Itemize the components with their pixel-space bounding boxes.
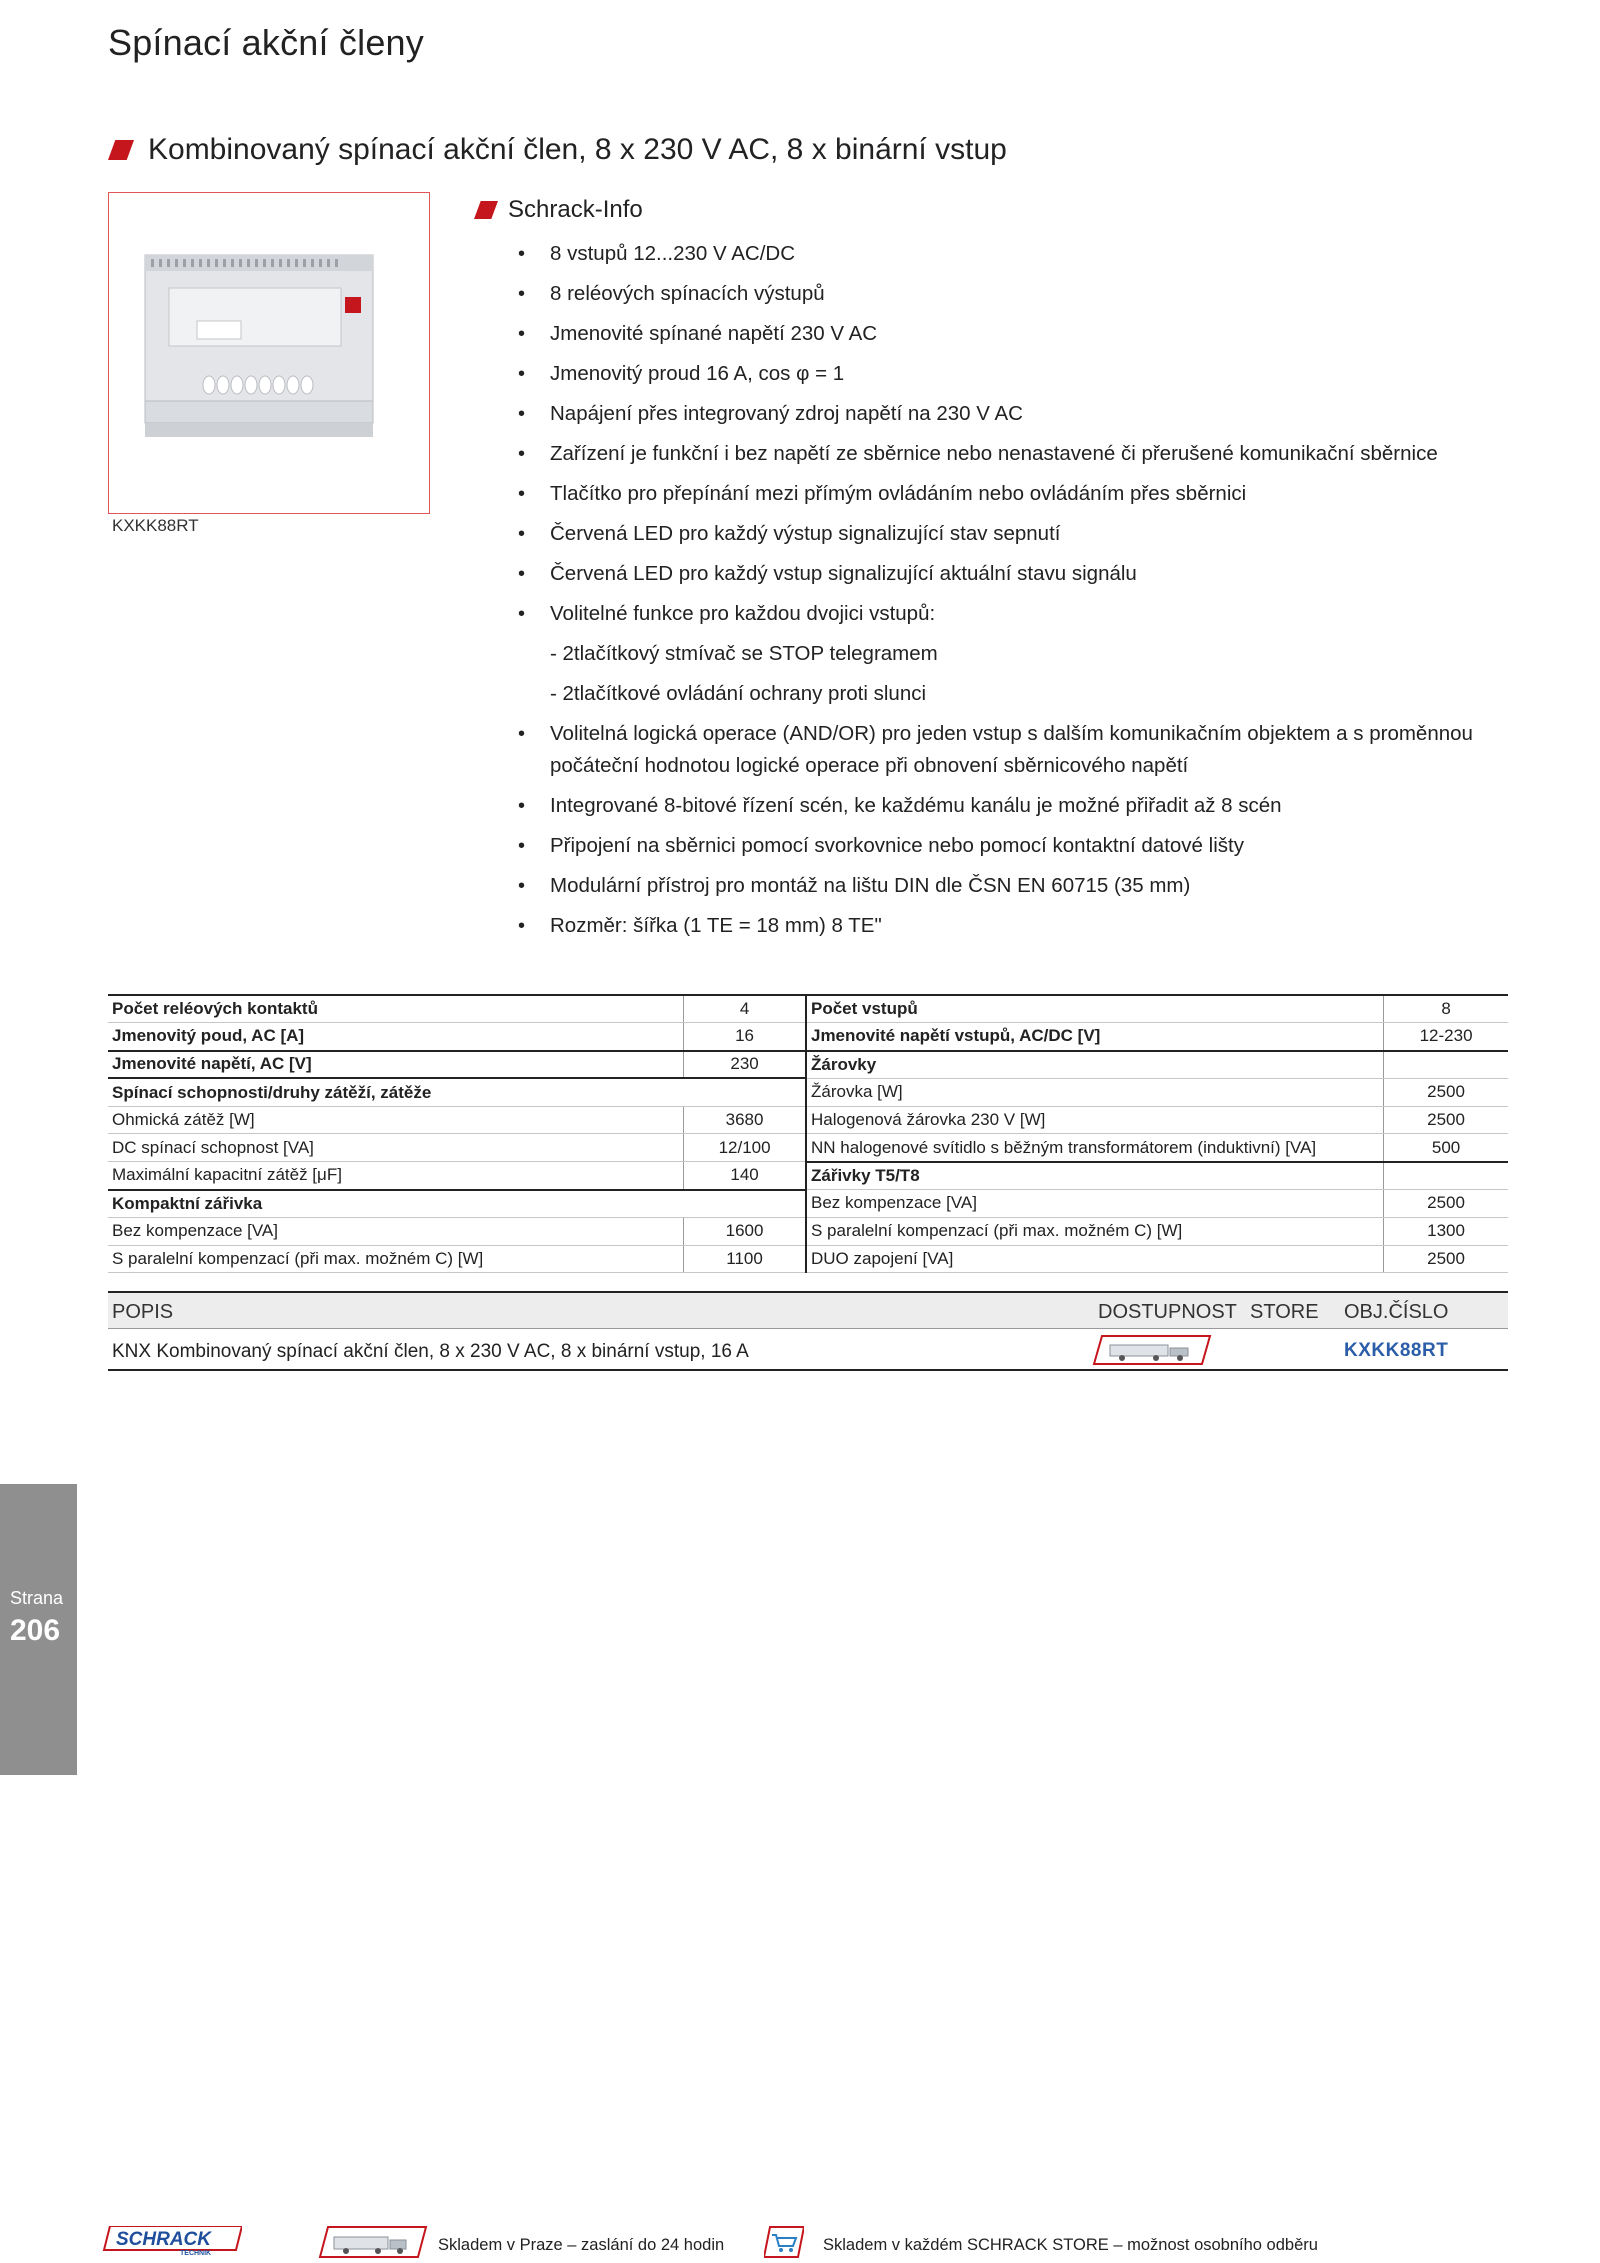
- spec-label: NN halogenové svítidlo s běžným transformátorem (induktivní) [VA]: [806, 1134, 1384, 1162]
- spec-label: Žárovka [W]: [806, 1078, 1384, 1106]
- spec-value: 12/100: [684, 1134, 806, 1162]
- spec-label: Maximální kapacitní zátěž [μF]: [108, 1162, 684, 1190]
- feature-item: • Červená LED pro každý výstup signalizující stav sepnutí: [518, 518, 1478, 550]
- spec-value: 2500: [1384, 1078, 1508, 1106]
- order-table-header: [108, 1291, 1508, 1329]
- logo-text: SCHRACK: [116, 2229, 211, 2250]
- spec-value: 140: [684, 1162, 806, 1190]
- column-header-availability: DOSTUPNOST: [1098, 1301, 1237, 1323]
- spec-value: 1100: [684, 1245, 806, 1273]
- feature-item: • Červená LED pro každý vstup signalizující aktuální stavu signálu: [518, 558, 1478, 590]
- spec-value: 12-230: [1384, 1023, 1508, 1051]
- specs-row: [108, 1217, 1508, 1245]
- feature-subitem: - 2tlačítkové ovládání ochrany proti slunci: [550, 682, 927, 705]
- column-header-store: STORE: [1250, 1301, 1319, 1323]
- column-header-order-number: OBJ.ČÍSLO: [1344, 1301, 1449, 1323]
- spec-value: 500: [1384, 1134, 1508, 1162]
- spec-label: Bez kompenzace [VA]: [806, 1190, 1384, 1218]
- feature-item: • Připojení na sběrnici pomocí svorkovnice nebo pomocí kontaktní datové lišty: [518, 830, 1478, 862]
- product-heading: [108, 133, 1007, 167]
- info-heading: [474, 196, 643, 224]
- product-image: [108, 192, 430, 514]
- feature-item: • Volitelné funkce pro každou dvojici vstupů:: [518, 598, 1478, 630]
- schrack-logo: [100, 2226, 242, 2256]
- shopping-cart-icon: [764, 2226, 804, 2258]
- logo-subtext: TECHNIK: [180, 2250, 212, 2256]
- specs-row: [108, 1023, 1508, 1051]
- spec-label: Počet vstupů: [806, 995, 1384, 1023]
- spec-value: 1300: [1384, 1217, 1508, 1245]
- page-title: Spínací akční členy: [108, 22, 424, 63]
- spec-value: 2500: [1384, 1245, 1508, 1273]
- product-image-caption: KXKK88RT: [112, 516, 199, 535]
- page-number-tab: [0, 1484, 77, 1775]
- order-table-row: [108, 1331, 1508, 1371]
- specs-row: [108, 1190, 1508, 1218]
- feature-item: • Volitelná logická operace (AND/OR) pro jeden vstup s dalším komunikačním objektem a s proměnnou počáteční hodnotou logické operace při obnovení sběrnicového napětí: [518, 718, 1478, 782]
- spec-label: Jmenovité napětí vstupů, AC/DC [V]: [806, 1023, 1384, 1051]
- footer-store-text: Skladem v každém SCHRACK STORE – možnost osobního odběru: [823, 2236, 1318, 2254]
- spec-label: Počet reléových kontaktů: [108, 995, 684, 1023]
- spec-label: DC spínací schopnost [VA]: [108, 1134, 684, 1162]
- specs-row: [108, 995, 1508, 1023]
- order-description: KNX Kombinovaný spínací akční člen, 8 x 230 V AC, 8 x binární vstup, 16 A: [112, 1341, 749, 1362]
- spec-label: Žárovky: [806, 1051, 1384, 1079]
- spec-value: 4: [684, 995, 806, 1023]
- specs-row: [108, 1078, 1508, 1106]
- order-number-link[interactable]: KXKK88RT: [1344, 1340, 1449, 1361]
- spec-value: 2500: [1384, 1190, 1508, 1218]
- spec-value: 16: [684, 1023, 806, 1051]
- feature-item: • Jmenovité spínané napětí 230 V AC: [518, 318, 1478, 350]
- spec-label: Zářivky T5/T8: [806, 1162, 1384, 1190]
- spec-label: Spínací schopnosti/druhy zátěží, zátěže: [108, 1078, 806, 1106]
- specs-row: [108, 1106, 1508, 1134]
- feature-item: • Rozměr: šířka (1 TE = 18 mm) 8 TE": [518, 910, 1478, 942]
- red-flag-icon: [474, 201, 498, 219]
- spec-label: S paralelní kompenzací (při max. možném C) [W]: [108, 1245, 684, 1273]
- page-number: 206: [10, 1614, 61, 1647]
- spec-value: 8: [1384, 995, 1508, 1023]
- feature-list: [518, 238, 1478, 950]
- spec-label: Jmenovitý poud, AC [A]: [108, 1023, 684, 1051]
- spec-value: 3680: [684, 1106, 806, 1134]
- column-header-description: POPIS: [112, 1301, 174, 1323]
- specs-table: [108, 994, 1508, 1273]
- spec-label: Ohmická zátěž [W]: [108, 1106, 684, 1134]
- spec-label: Bez kompenzace [VA]: [108, 1217, 684, 1245]
- feature-item: • Zařízení je funkční i bez napětí ze sběrnice nebo nenastavené či přerušené komunikační sběrnice: [518, 438, 1478, 470]
- spec-label: Kompaktní zářivka: [108, 1190, 806, 1218]
- delivery-truck-icon: [318, 2226, 428, 2258]
- feature-item: • Napájení přes integrovaný zdroj napětí na 230 V AC: [518, 398, 1478, 430]
- spec-value: [1384, 1162, 1508, 1190]
- footer-delivery-text: Skladem v Praze – zaslání do 24 hodin: [438, 2236, 725, 2254]
- feature-item: • Integrované 8-bitové řízení scén, ke každému kanálu je možné přiřadit až 8 scén: [518, 790, 1478, 822]
- specs-row: [108, 1245, 1508, 1273]
- feature-item: • Modulární přístroj pro montáž na lištu DIN dle ČSN EN 60715 (35 mm): [518, 870, 1478, 902]
- feature-subitem: - 2tlačítkový stmívač se STOP telegramem: [550, 642, 938, 665]
- spec-label: S paralelní kompenzací (při max. možném C) [W]: [806, 1217, 1384, 1245]
- spec-value: 230: [684, 1051, 806, 1079]
- feature-item: • Tlačítko pro přepínání mezi přímým ovládáním nebo ovládáním přes sběrnici: [518, 478, 1478, 510]
- feature-item: • 8 reléových spínacích výstupů: [518, 278, 1478, 310]
- page-label: Strana: [10, 1588, 64, 1608]
- spec-value: 2500: [1384, 1106, 1508, 1134]
- spec-label: DUO zapojení [VA]: [806, 1245, 1384, 1273]
- red-flag-icon: [108, 140, 134, 160]
- specs-row: [108, 1162, 1508, 1190]
- spec-label: Jmenovité napětí, AC [V]: [108, 1051, 684, 1079]
- delivery-truck-icon: [1092, 1335, 1212, 1365]
- info-heading-text: Schrack-Info: [508, 196, 643, 223]
- feature-item: • Jmenovitý proud 16 A, cos φ = 1: [518, 358, 1478, 390]
- specs-row: [108, 1051, 1508, 1079]
- din-module-illustration: [109, 193, 429, 513]
- specs-row: [108, 1134, 1508, 1162]
- spec-value: 1600: [684, 1217, 806, 1245]
- spec-value: [1384, 1051, 1508, 1079]
- spec-label: Halogenová žárovka 230 V [W]: [806, 1106, 1384, 1134]
- product-heading-text: Kombinovaný spínací akční člen, 8 x 230 V AC, 8 x binární vstup: [148, 133, 1007, 166]
- feature-item: • 8 vstupů 12...230 V AC/DC: [518, 238, 1478, 270]
